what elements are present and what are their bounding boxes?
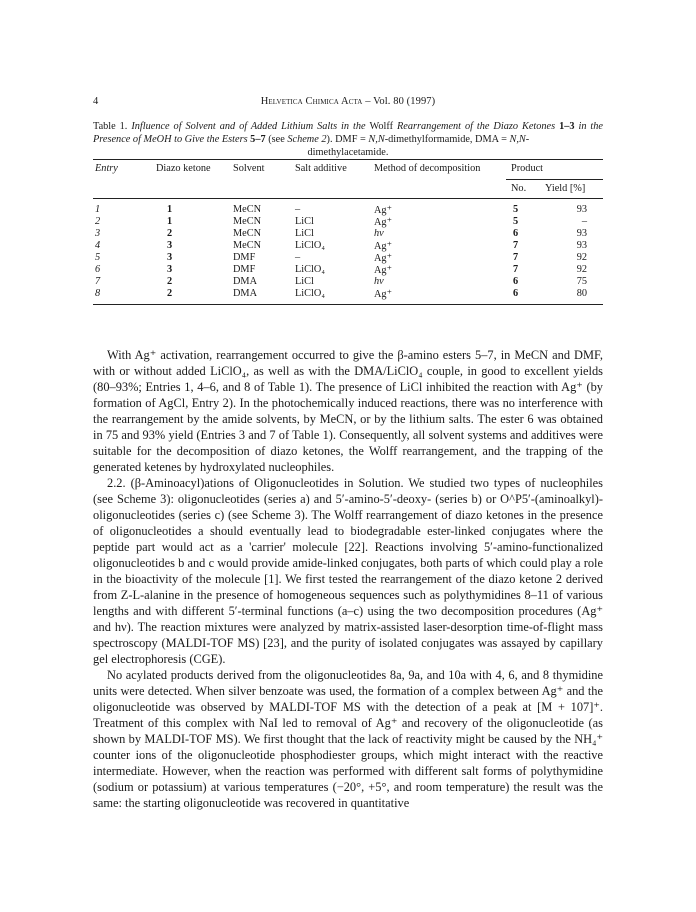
cell-product-no: 7	[513, 252, 519, 263]
cell-salt: LiClO₄	[295, 288, 325, 299]
col-header-product: Product	[511, 163, 544, 174]
cell-product-no: 5	[513, 204, 519, 215]
cell-salt: LiClO₄	[295, 264, 325, 275]
cell-yield: 92	[576, 252, 587, 263]
cell-salt: LiClO₄	[295, 240, 325, 251]
cell-salt: LiCl	[295, 276, 314, 287]
table-bottom-rule	[93, 304, 603, 305]
cell-entry: 4	[95, 240, 101, 251]
journal-title	[93, 96, 603, 107]
cell-method: Ag⁺	[374, 253, 393, 264]
cell-solvent: DMA	[233, 276, 258, 287]
cell-yield: 92	[576, 264, 587, 275]
running-header	[93, 96, 603, 110]
caption-last-line: dimethylacetamide.	[307, 147, 389, 158]
col-header-method: Method of decomposition	[374, 163, 481, 174]
col-header-no: No.	[511, 183, 527, 194]
cell-solvent: DMF	[233, 264, 256, 275]
cell-diazo: 3	[167, 240, 173, 251]
col-header-salt: Salt additive	[295, 163, 347, 174]
caption-text-f: -dimethylformamide, DMA =	[384, 134, 510, 145]
caption-label: Table 1.	[93, 121, 132, 132]
caption-range1: 1–3	[559, 121, 575, 132]
cell-yield: 93	[576, 204, 587, 215]
cell-yield: 80	[576, 288, 587, 299]
cell-solvent: MeCN	[233, 228, 262, 239]
cell-product-no: 6	[513, 276, 519, 287]
caption-wolff: Wolff	[369, 121, 394, 132]
product-subrule	[506, 179, 603, 180]
table-top-rule	[93, 159, 603, 160]
cell-salt: –	[295, 252, 301, 263]
cell-method: hν	[374, 228, 384, 239]
cell-method: Ag⁺	[374, 265, 393, 276]
table-row	[93, 204, 603, 216]
caption-text-c: in the Presence of MeOH to Give the Esters	[93, 121, 603, 145]
cell-salt: LiCl	[295, 216, 314, 227]
caption-text-d: (see	[265, 134, 288, 145]
cell-product-no: 7	[513, 264, 519, 275]
cell-method: hν	[374, 276, 384, 287]
cell-entry: 1	[95, 204, 101, 215]
paragraph: No acylated products derived from the oligonucleotides 8a, 9a, and 10a with 4, 6, and 8 thymidine units were detected. When silver benzoate was used, the formation of a complex between Ag⁺ and the oligonucleotide was observed by MALDI-TOF MS with the detection of a peak at [M + 107]⁺. Treatment of this complex with NaI led to removal of Ag⁺ and recovery of the oligonucleotide (as shown by MALDI-TOF MS). We first thought that the lack of reactivity might be caused by the NH₄⁺ counter ions of the oligonucleotide phosphodiester groups, which might interact with the reactive intermediate. However, when the reaction was performed with different salt forms of polythymidine (sodium or potassium) at various temperatures (−20°, +5°, and room temperature) the result was the same: the starting oligonucleotide was recovered in quantitative	[93, 668, 603, 810]
cell-salt: –	[295, 204, 301, 215]
caption-text-a: Influence of Solvent and of Added Lithium Salts in the	[131, 121, 370, 132]
table-row	[93, 252, 603, 264]
cell-method: Ag⁺	[374, 205, 393, 216]
body-text	[93, 347, 603, 811]
cell-entry: 6	[95, 264, 101, 275]
cell-diazo: 2	[167, 288, 173, 299]
col-header-entry: Entry	[95, 163, 118, 174]
caption-nn1: N,N	[368, 134, 385, 145]
cell-method: Ag⁺	[374, 289, 393, 300]
cell-diazo: 1	[167, 204, 173, 215]
cell-yield: 93	[576, 240, 587, 251]
cell-entry: 5	[95, 252, 101, 263]
table-row	[93, 216, 603, 228]
cell-entry: 8	[95, 288, 101, 299]
table-caption	[93, 120, 603, 159]
paragraph: 2.2. (β-Aminoacyl)ations of Oligonucleotides in Solution. We studied two types of nucleophiles (see Scheme 3): oligonucleotides (series a) and 5′-amino-5′-deoxy- (series b) or O^P5′-(aminoalkyl)-oligonucleotides (series c) (see Scheme 3). The Wolff rearrangement of diazo ketones in the presence of oligonucleotides a should eventually lead to biodegradable ester-linked conjugates where the peptide part would act as a 'carrier' molecule [22]. Reactions involving 5′-amino-functionalized oligonucleotides b and c would provide amide-linked conjugates, both parts of which could play a role in the bioactivity of the molecule [1]. We first tested the rearrangement of the diazo ketone 2 derived from Z-L-alanine in the presence of homogeneous sequences such as polythymidines 8–11 of various lengths and with different 5′-terminal functions (a–c) using the two decomposition procedures (Ag⁺ and hν). The reaction mixtures were analyzed by matrix-assisted laser-desorption time-of-flight mass spectroscopy (MALDI-TOF MS) [23], and the purity of isolated conjugates was assayed by capillary gel electrophoresis (CGE).	[93, 476, 603, 666]
cell-yield: –	[581, 216, 587, 227]
cell-product-no: 7	[513, 240, 519, 251]
cell-product-no: 6	[513, 288, 519, 299]
cell-diazo: 3	[167, 252, 173, 263]
caption-text-b: Rearrangement of the Diazo Ketones	[393, 121, 560, 132]
table-row	[93, 240, 603, 252]
cell-diazo: 2	[167, 228, 173, 239]
caption-range2: 5–7	[250, 134, 266, 145]
cell-diazo: 2	[167, 276, 173, 287]
cell-product-no: 6	[513, 228, 519, 239]
cell-entry: 7	[95, 276, 101, 287]
caption-text-e: ). DMF =	[326, 134, 369, 145]
caption-scheme: Scheme 2	[287, 134, 327, 145]
table-row	[93, 276, 603, 288]
cell-product-no: 5	[513, 216, 519, 227]
table-header-rule	[93, 198, 603, 199]
caption-nn2: N,N-	[509, 134, 530, 145]
col-header-yield: Yield [%]	[545, 183, 586, 194]
cell-diazo: 3	[167, 264, 173, 275]
cell-diazo: 1	[167, 216, 173, 227]
cell-entry: 2	[95, 216, 101, 227]
cell-solvent: MeCN	[233, 204, 262, 215]
cell-method: Ag⁺	[374, 241, 393, 252]
cell-solvent: MeCN	[233, 216, 262, 227]
cell-method: Ag⁺	[374, 217, 393, 228]
page-number: 4	[93, 96, 99, 107]
journal-volume: – Vol. 80 (1997)	[362, 96, 436, 107]
cell-solvent: MeCN	[233, 240, 262, 251]
cell-solvent: DMF	[233, 252, 256, 263]
cell-yield: 93	[576, 228, 587, 239]
table-row	[93, 264, 603, 276]
journal-name: Helvetica Chimica Acta	[260, 96, 363, 107]
col-header-diazo: Diazo ketone	[156, 163, 211, 174]
paragraph: With Ag⁺ activation, rearrangement occurred to give the β-amino esters 5–7, in MeCN and DMF, with or without added LiClO₄, as well as with the DMA/LiClO₄ couple, in good to excellent yields (80–93%; Entries 1, 4–6, and 8 of Table 1). The presence of LiCl inhibited the reaction with Ag⁺ (by formation of AgCl, Entry 2). In the photochemically induced reactions, there was no interference with the rearrangement by the amide solvents, by MeCN, or by the lithium salts. The ester 6 was obtained in 75 and 93% yield (Entries 3 and 7 of Table 1). Consequently, all solvent systems and additives were suitable for the decomposition of diazo ketones, the Wolff rearrangement, and the trapping of the generated ketenes by hydroxylated nucleophiles.	[93, 348, 603, 474]
cell-salt: LiCl	[295, 228, 314, 239]
cell-yield: 75	[576, 276, 587, 287]
col-header-solvent: Solvent	[233, 163, 265, 174]
table-row	[93, 288, 603, 300]
cell-solvent: DMA	[233, 288, 258, 299]
table-row	[93, 228, 603, 240]
cell-entry: 3	[95, 228, 101, 239]
